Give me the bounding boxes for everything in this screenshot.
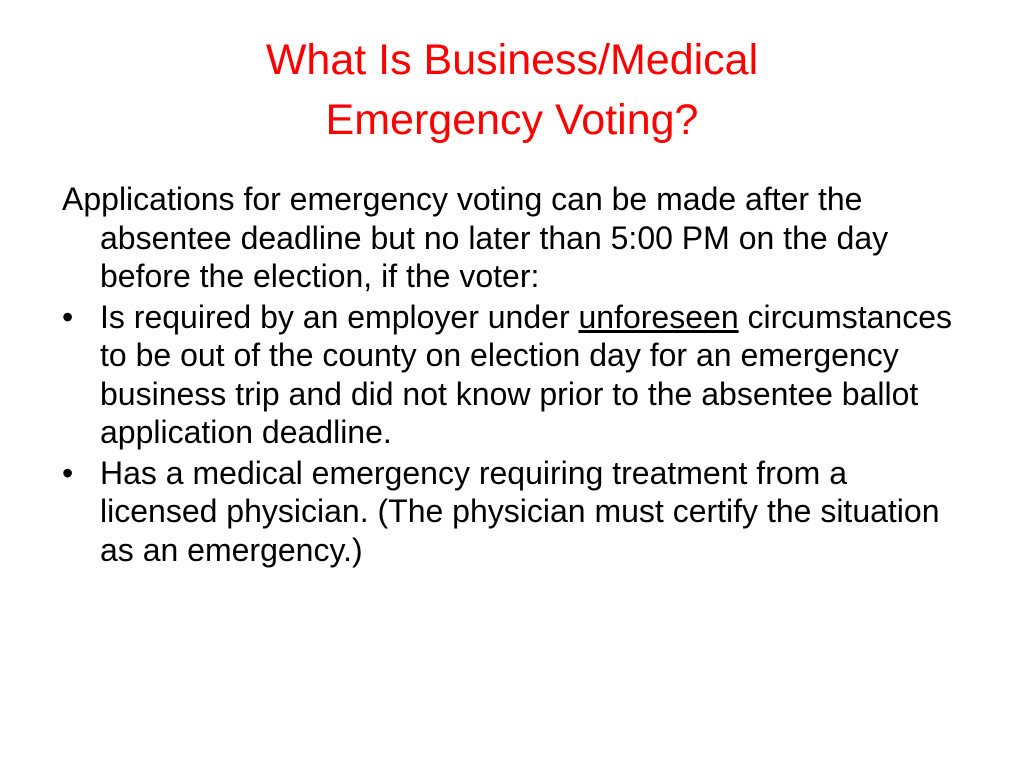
slide-title bbox=[60, 30, 964, 150]
slide-title-line-1: What Is Business/Medical bbox=[265, 36, 759, 84]
slide-body bbox=[62, 180, 962, 571]
slide-title-line-2: Emergency Voting? bbox=[325, 96, 699, 144]
underlined-word-unforeseen: unforeseen bbox=[578, 298, 739, 335]
bullet-icon: • bbox=[62, 454, 74, 491]
bullet-medical-text: Has a medical emergency requiring treatment from a licensed physician. (The physician must certify the situation as an emergency.) bbox=[100, 454, 940, 568]
bullet-list bbox=[62, 298, 962, 570]
bullet-item-business bbox=[62, 298, 962, 452]
bullet-icon: • bbox=[62, 298, 74, 335]
bullet-item-medical bbox=[62, 454, 962, 570]
intro-paragraph: Applications for emergency voting can be made after the absentee deadline but no later than 5:00 PM on the day before the election, if the voter: bbox=[62, 181, 889, 294]
bullet-business-text-end: circumstances to be out of the county on election day for an emergency business trip and did not know prior to the absentee ballot application deadline. bbox=[100, 298, 952, 450]
bullet-business-text-start: Is required by an employer under bbox=[100, 298, 579, 335]
